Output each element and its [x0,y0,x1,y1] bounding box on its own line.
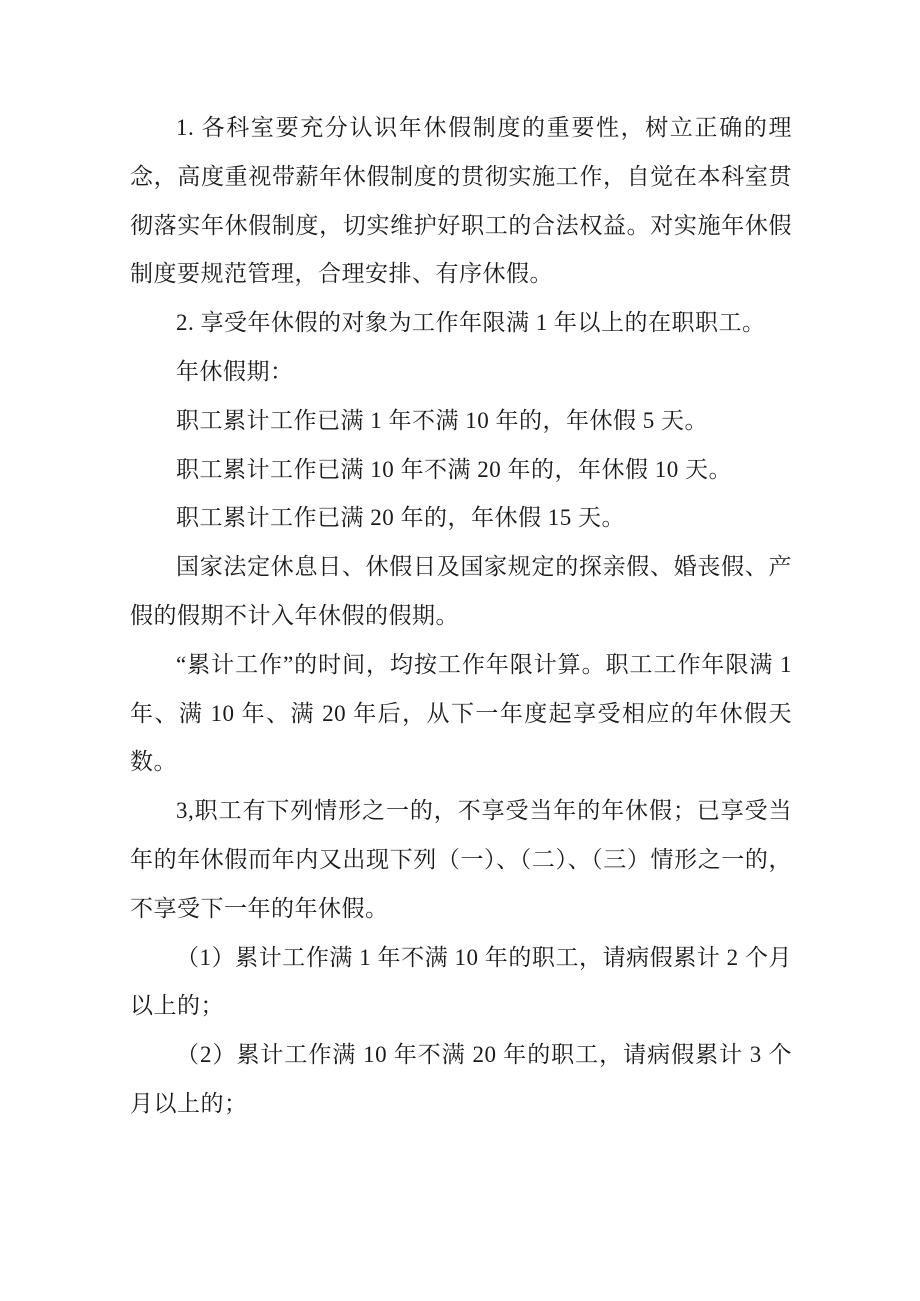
para-9-ineligibility-cases: 3,职工有下列情形之一的，不享受当年的年休假；已享受当年的年休假而年内又出现下列（一）、（二）、（三）情形之一的，不享受下一年的年休假。 [130,798,792,921]
para-8-cumulative-work-rule: “累计工作”的时间，均按工作年限计算。职工工作年限满 1 年、满 10 年、满 20 年后，从下一年度起享受相应的年休假天数。 [130,651,792,775]
para-7-holidays-excluded: 国家法定休息日、休假日及国家规定的探亲假、婚丧假、产假的假期不计入年休假的假期。 [130,554,792,628]
para-4-leave-5-days: 职工累计工作已满 1 年不满 10 年的，年休假 5 天。 [176,407,708,433]
document-body [130,104,792,1129]
para-5-leave-10-days: 职工累计工作已满 10 年不满 20 年的，年休假 10 天。 [176,456,732,482]
para-11-sick-leave-case-2: （2）累计工作满 10 年不满 20 年的职工，请病假累计 3 个月以上的； [130,1042,792,1116]
para-10-sick-leave-case-1: （1）累计工作满 1 年不满 10 年的职工，请病假累计 2 个月以上的； [130,944,792,1019]
para-6-leave-15-days: 职工累计工作已满 20 年的，年休假 15 天。 [176,505,625,531]
para-2-eligibility: 2. 享受年休假的对象为工作年限满 1 年以上的在职职工。 [176,310,766,336]
para-3-leave-period-heading: 年休假期： [176,358,294,384]
para-1-importance: 1. 各科室要充分认识年休假制度的重要性，树立正确的理念，高度重视带薪年休假制度的贯彻实施工作，自觉在本科室贯彻落实年休假制度，切实维护好职工的合法权益。对实施年休假制度要规范管理，合理安排、有序休假。 [130,115,792,287]
